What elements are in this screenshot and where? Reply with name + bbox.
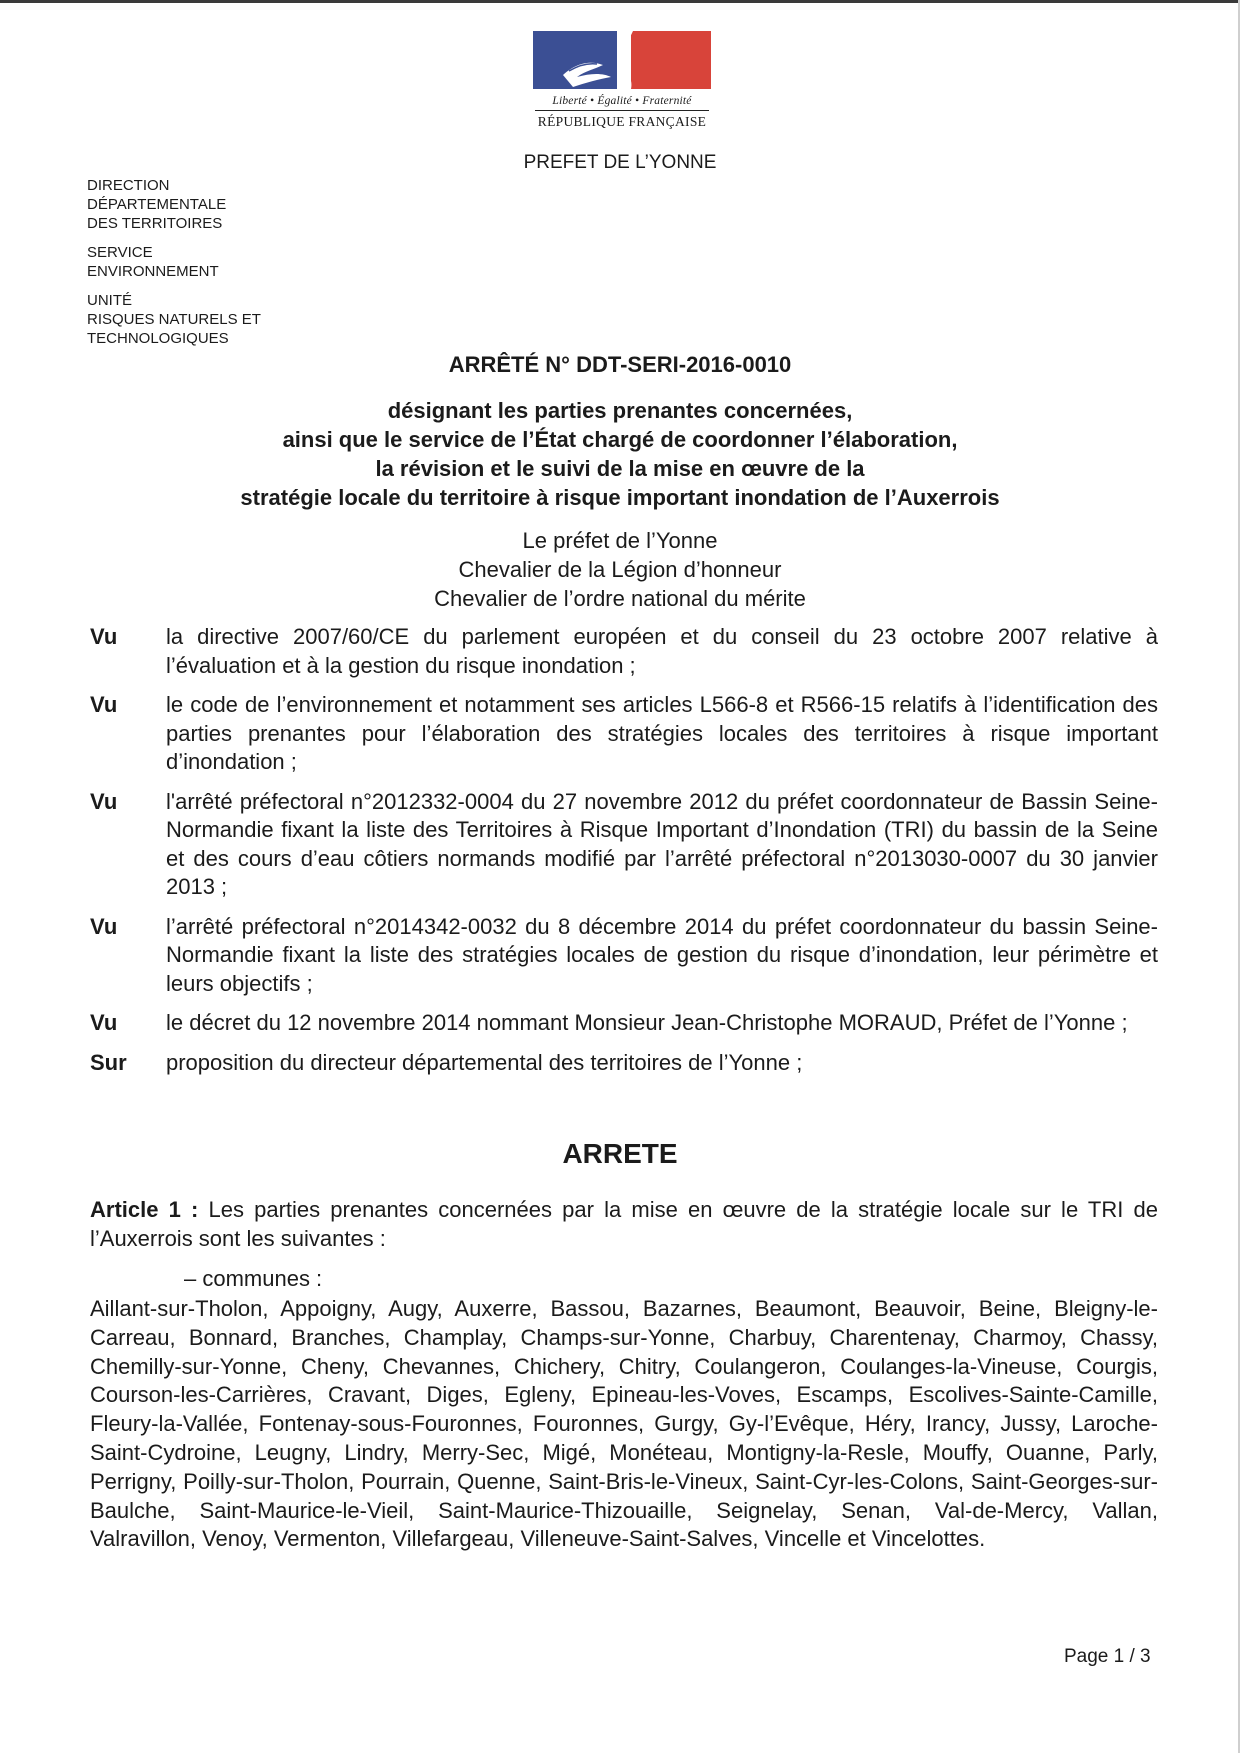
- subtitle-line: stratégie locale du territoire à risque important inondation de l’Auxerrois: [240, 485, 1000, 510]
- subtitle-line: ainsi que le service de l’État chargé de coordonner l’élaboration,: [282, 427, 958, 452]
- consideration-text: le code de l’environnement et notamment ses articles L566-8 et R566-15 relatifs à l’identification des parties prenantes pour l’élaboration des stratégies locales des territoires à risque important d’inondation ;: [166, 692, 1158, 774]
- subtitle-line: la révision et le suivi de la mise en œuvre de la: [375, 456, 865, 481]
- prefecture-name: PREFET DE L’YONNE: [523, 152, 717, 173]
- prefect-line: Chevalier de la Légion d’honneur: [458, 557, 782, 582]
- prefect-line: Chevalier de l’ordre national du mérite: [434, 586, 806, 611]
- sender-service: [87, 243, 261, 281]
- sender-line: RISQUES NATURELS ET: [87, 311, 261, 328]
- consideration-text: l’arrêté préfectoral n°2014342-0032 du 8 décembre 2014 du préfet coordonnateur du bassin Seine-Normandie fixant la liste des stratégies locales de gestion du risque d’inondation, leur périmètre et leurs objectifs ;: [166, 913, 1158, 996]
- sender-line: UNITÉ: [87, 292, 132, 309]
- republic-motto: Liberté • Égalité • Fraternité: [552, 95, 692, 107]
- article-label: Article 1 :: [90, 1197, 199, 1222]
- consideration-text: la directive 2007/60/CE du parlement européen et du conseil du 23 octobre 2007 relative à l’évaluation et à la gestion du risque inondation ;: [166, 624, 1158, 678]
- sender-line: SERVICE: [87, 244, 153, 261]
- prefect-line: Le préfet de l’Yonne: [522, 528, 718, 553]
- arrete-heading: ARRETE: [562, 1138, 678, 1169]
- consideration-text: l'arrêté préfectoral n°2012332-0004 du 27 novembre 2012 du préfet coordonnateur de Bassin Seine-Normandie fixant la liste des Territoires à Risque Important d’Inondation (TRI) du bassin de la Seine et des cours d’eau côtiers normands modifié par l’arrêté préfectoral n°2013030-0007 du 30 janvier 2013 ;: [166, 788, 1158, 899]
- consideration-item: [90, 623, 1158, 680]
- consideration-keyword: Vu: [90, 1010, 118, 1035]
- consideration-keyword: Sur: [90, 1049, 127, 1075]
- consideration-item: [90, 691, 1158, 777]
- prefect-titles: [0, 526, 1240, 613]
- consideration-keyword: Vu: [90, 788, 118, 814]
- consideration-item: [90, 1009, 1158, 1038]
- sender-line: DIRECTION: [87, 177, 170, 194]
- article-text: Les parties prenantes concernées par la mise en œuvre de la stratégie locale sur le TRI de l’Auxerrois sont les suivantes :: [90, 1197, 1158, 1251]
- consideration-keyword: Vu: [90, 913, 118, 939]
- republique-francaise-label: RÉPUBLIQUE FRANÇAISE: [537, 114, 707, 129]
- page-number: Page 1 / 3: [1064, 1646, 1151, 1667]
- sender-line: TECHNOLOGIQUES: [87, 330, 229, 347]
- consideration-item: [90, 1049, 1158, 1078]
- article-1: [90, 1196, 1158, 1253]
- sender-direction: [87, 176, 261, 233]
- communes-label: – communes :: [184, 1266, 323, 1291]
- subtitle-line: désignant les parties prenantes concernées,: [387, 398, 853, 423]
- communes-list: Aillant-sur-Tholon, Appoigny, Augy, Auxerre, Bassou, Bazarnes, Beaumont, Beauvoir, Beine, Bleigny-le-Carreau, Bonnard, Branches, Champlay, Champs-sur-Yonne, Charbuy, Charentenay, Charmoy, Chassy, Chemilly-sur-Yonne, Cheny, Chevannes, Chichery, Chitry, Coulangeron, Coulanges-la-Vineuse, Courgis, Courson-les-Carrières, Cravant, Diges, Egleny, Epineau-les-Voves, Escamps, Escolives-Sainte-Camille, Fleury-la-Vallée, Fontenay-sous-Fouronnes, Fouronnes, Gurgy, Gy-l’Evêque, Héry, Irancy, Jussy, Laroche-Saint-Cydroine, Leugny, Lindry, Merry-Sec, Migé, Monéteau, Montigny-la-Resle, Mouffy, Ouanne, Parly, Perrigny, Poilly-sur-Tholon, Pourrain, Quenne, Saint-Bris-le-Vineux, Saint-Cyr-les-Colons, Saint-Georges-sur-Baulche, Saint-Maurice-le-Vieil, Saint-Maurice-Thizouaille, Seignelay, Senan, Val-de-Mercy, Vallan, Valravillon, Venoy, Vermenton, Villefargeau, Villeneuve-Saint-Salves, Vincelle et Vincelottes.: [90, 1296, 1158, 1552]
- considerations-list: [90, 623, 1158, 1088]
- logo-divider: [535, 110, 709, 111]
- consideration-keyword: Vu: [90, 624, 118, 649]
- sender-line: ENVIRONNEMENT: [87, 263, 219, 280]
- sender-line: DÉPARTEMENTALE: [87, 196, 227, 213]
- document-subtitle: [0, 396, 1240, 512]
- republique-francaise-logo: [533, 31, 711, 130]
- consideration-text: proposition du directeur départemental des territoires de l’Yonne ;: [166, 1049, 803, 1075]
- consideration-text: le décret du 12 novembre 2014 nommant Monsieur Jean-Christophe MORAUD, Préfet de l’Yonne ;: [166, 1010, 1128, 1035]
- sender-block: [87, 176, 261, 358]
- sender-line: DES TERRITOIRES: [87, 215, 223, 232]
- scan-edge-top: [0, 0, 1240, 3]
- consideration-item: [90, 788, 1158, 902]
- consideration-keyword: Vu: [90, 692, 118, 717]
- sender-unite: [87, 291, 261, 348]
- document-title: ARRÊTÉ N° DDT-SERI-2016-0010: [448, 352, 792, 377]
- marianne-icon: [533, 31, 711, 89]
- consideration-item: [90, 913, 1158, 999]
